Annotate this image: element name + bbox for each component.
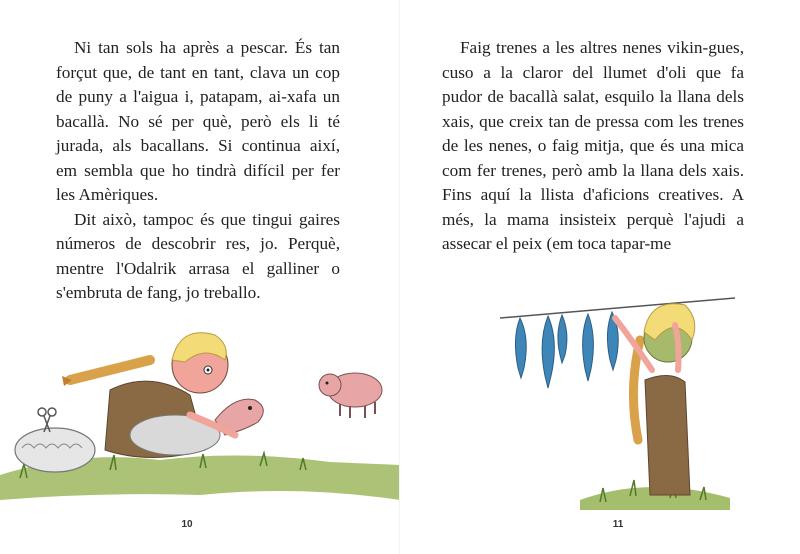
- page-number: 11: [612, 519, 624, 530]
- page-number: 10: [181, 519, 193, 530]
- right-page-text: [442, 36, 744, 257]
- paragraph: Ni tan sols ha après a pescar. És tan forçut que, de tant en tant, clava un cop de puny a l'aigua i, patapam, ai-xafa un bacallà. No sé per què, però els li té jurada, als bacallans. Si continua així, em sembla que ho tindrà difícil per fer les Amèriques.: [56, 38, 340, 204]
- girl-shearing-sheep-illustration: [0, 300, 400, 515]
- right-page: [400, 0, 800, 554]
- paragraph: Dit això, tampoc és que tingui gaires números de descobrir res, jo. Perquè, mentre l'Odalrik arrasa el galliner o s'embruta de fang, jo treballo.: [56, 209, 340, 302]
- paragraph: Faig trenes a les altres nenes vikin-gues, cuso a la claror del llumet d'oli que fa pudor de bacallà salat, esquilo la llana dels xais, que creix tan de pressa com les trenes de les nenes, o faig mitja, que és una mica com fer trenes, però amb la llana dels xais. Fins aquí la llista d'aficions creatives. A més, la mama insisteix perquè l'ajudi a assecar el peix (em toca tapar-me: [442, 38, 744, 253]
- left-page-text: [56, 36, 340, 306]
- girl-hanging-fish-illustration: [400, 270, 800, 515]
